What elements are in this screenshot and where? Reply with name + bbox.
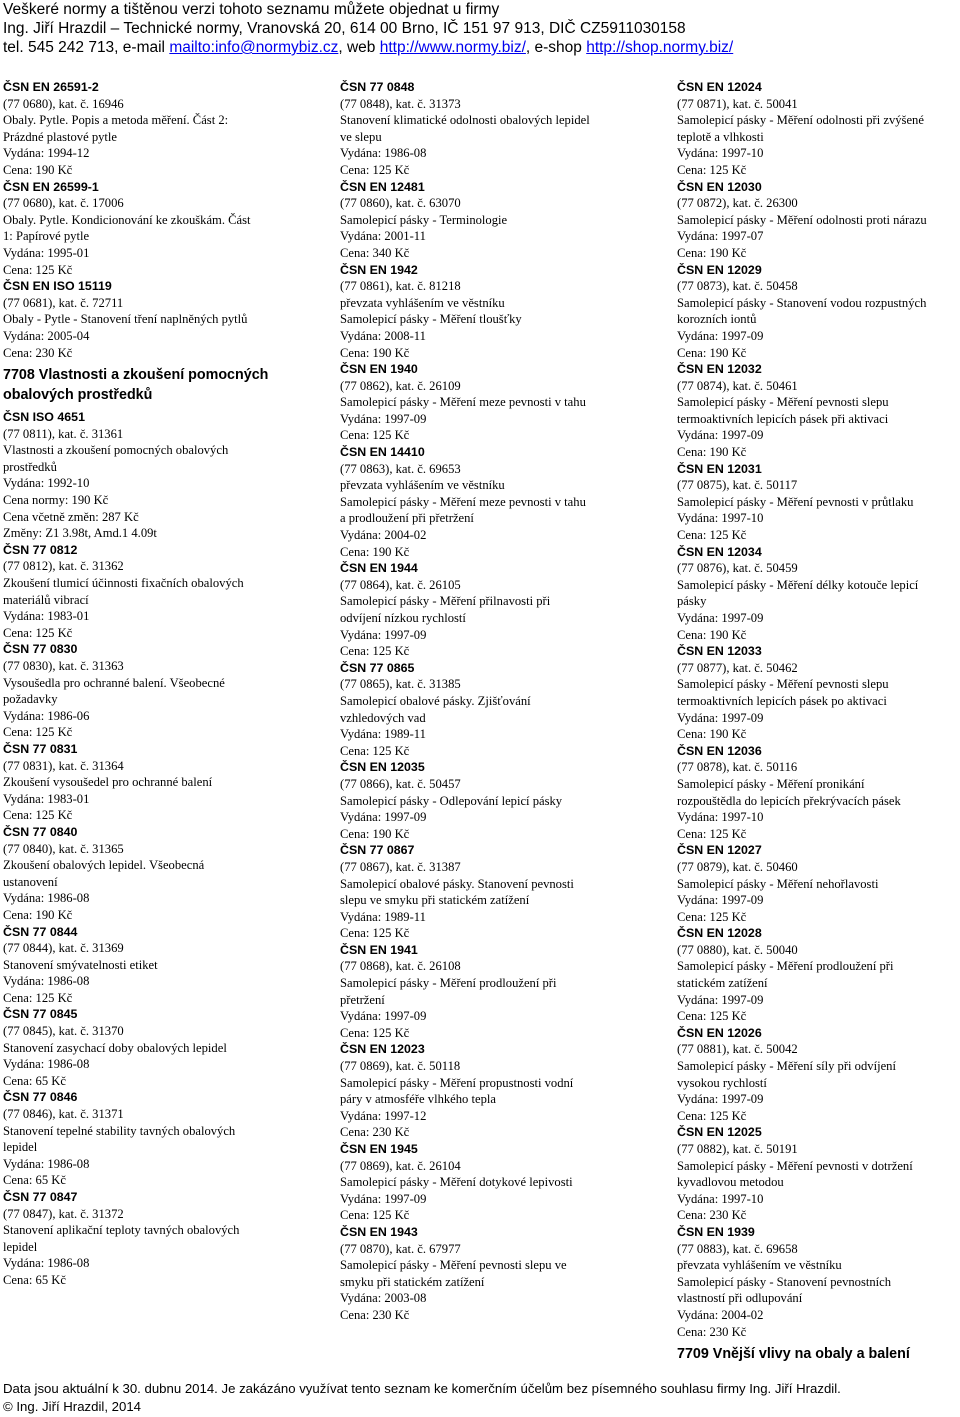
entry-line: Vydána: 1983-01 (3, 609, 90, 624)
entry-line: (77 0845), kat. č. 31370 (3, 1024, 124, 1039)
entry-line: (77 0871), kat. č. 50041 (677, 96, 798, 111)
entry-line: Vydána: 1997-09 (677, 893, 764, 908)
standard-entry (340, 660, 630, 760)
entry-line: Samolepicí pásky - Stanovení vodou rozpustných (677, 295, 927, 310)
entry-line: (77 0844), kat. č. 31369 (3, 941, 124, 956)
entry-line: Prázdné plastové pytle (3, 129, 118, 144)
entry-line: Cena: 230 Kč (3, 345, 73, 360)
standard-entry (340, 79, 630, 179)
standard-code: ČSN 77 0830 (3, 642, 78, 657)
entry-line: (77 0876), kat. č. 50459 (677, 561, 798, 576)
header-line-2: Ing. Jiří Hrazdil – Technické normy, Vranovská 20, 614 00 Brno, IČ 151 97 913, DIČ CZ5911030158 (3, 20, 686, 37)
entry-line: (77 0680), kat. č. 16946 (3, 96, 124, 111)
entry-line: Samolepicí pásky - Měření meze pevnosti v tahu (340, 494, 586, 509)
entry-line: Cena: 125 Kč (677, 909, 747, 924)
entry-line: Cena: 190 Kč (677, 727, 747, 742)
entry-line: Obaly - Pytle - Stanovení tření naplněných pytlů (3, 312, 248, 327)
standard-entry (677, 743, 960, 843)
entry-line: Cena normy: 190 Kč (3, 493, 109, 508)
entry-line: (77 0873), kat. č. 50458 (677, 279, 798, 294)
standard-code: ČSN EN 1940 (340, 362, 418, 377)
standard-entry (677, 361, 960, 461)
entry-line: Cena: 230 Kč (677, 1324, 747, 1339)
entry-line: Vydána: 1989-11 (340, 727, 426, 742)
standard-code: ČSN EN 12028 (677, 926, 762, 941)
entry-line: Stanovení aplikační teploty tavných obalových (3, 1223, 240, 1238)
entry-line: Samolepicí pásky - Odlepování lepicí pásky (340, 793, 563, 808)
web-link[interactable]: http://www.normy.biz/ (379, 39, 526, 56)
entry-line: Cena: 125 Kč (340, 428, 410, 443)
entry-line: Samolepicí obalové pásky. Stanovení pevnosti (340, 876, 574, 891)
shop-text: , e-shop (525, 39, 587, 56)
entry-line: lepidel (3, 1140, 38, 1155)
standard-entry (677, 262, 960, 362)
entry-line: Vydána: 1997-09 (677, 428, 764, 443)
standard-code: ČSN 77 0865 (340, 660, 415, 675)
entry-line: Stanovení smývatelnosti etiket (3, 957, 158, 972)
entry-line: (77 0865), kat. č. 31385 (340, 677, 461, 692)
entry-line: a prodloužení při přetržení (340, 511, 474, 526)
entry-line: Vydána: 1997-12 (340, 1108, 427, 1123)
standard-entry (3, 542, 293, 642)
entry-line: Cena: 125 Kč (677, 162, 747, 177)
standard-code: ČSN 77 0867 (340, 843, 415, 858)
standard-code: ČSN 77 0812 (3, 542, 78, 557)
entry-line: Cena: 125 Kč (340, 162, 410, 177)
entry-line: (77 0879), kat. č. 50460 (677, 859, 798, 874)
entry-line: Cena: 340 Kč (340, 245, 410, 260)
entry-line: Cena: 125 Kč (677, 1108, 747, 1123)
entry-line: Samolepicí pásky - Měření délky kotouče lepicí (677, 577, 919, 592)
standard-code: ČSN EN 14410 (340, 445, 425, 460)
standard-code: ČSN EN 1942 (340, 262, 418, 277)
entry-line: odvíjení nízkou rychlostí (340, 611, 466, 625)
entry-line: Vydána: 1986-08 (3, 1057, 90, 1072)
entry-line: (77 0883), kat. č. 69658 (677, 1241, 798, 1256)
entry-line: Cena: 190 Kč (3, 907, 73, 922)
standard-code: ČSN EN 12024 (677, 80, 762, 94)
entry-line: Samolepicí pásky - Měření pronikání (677, 776, 865, 791)
entry-line: pásky (677, 594, 707, 609)
entry-line: Cena: 190 Kč (677, 245, 747, 260)
page-footer (3, 1380, 958, 1415)
entry-line: (77 0680), kat. č. 17006 (3, 196, 124, 211)
standard-entry (3, 179, 293, 279)
entry-line: Cena: 125 Kč (3, 808, 73, 823)
entry-line: Vydána: 1992-10 (3, 476, 90, 491)
entry-line: Cena: 230 Kč (340, 1125, 410, 1140)
entry-line: (77 0840), kat. č. 31365 (3, 841, 124, 856)
entry-line: Vydána: 1986-08 (3, 1156, 90, 1171)
entry-line: (77 0869), kat. č. 26104 (340, 1158, 461, 1173)
entry-line: Samolepicí pásky - Stanovení pevnostních (677, 1274, 892, 1289)
standard-entry (3, 278, 293, 361)
entry-line: (77 0880), kat. č. 50040 (677, 942, 798, 957)
entry-line: termoaktivních lepicích pásek při aktivaci (677, 411, 889, 426)
entry-line: Vydána: 1997-10 (677, 1191, 764, 1206)
entry-line: (77 0830), kat. č. 31363 (3, 659, 124, 673)
entry-line: (77 0875), kat. č. 50117 (677, 478, 798, 493)
standard-code: ČSN EN 12032 (677, 362, 762, 377)
entry-line: převzata vyhlášením ve věstníku (340, 478, 505, 493)
entry-line: Samolepicí obalové pásky. Zjišťování (340, 693, 531, 708)
entry-line: Samolepicí pásky - Měření pevnosti slepu (677, 395, 889, 410)
entry-line: Cena: 125 Kč (677, 1009, 747, 1024)
entry-line: Vlastnosti a zkoušení pomocných obalových (3, 443, 229, 458)
standard-entry (340, 444, 630, 560)
entry-line: Cena: 125 Kč (3, 725, 73, 740)
entry-line: (77 0811), kat. č. 31361 (3, 426, 124, 441)
entry-line: Samolepicí pásky - Měření přilnavosti při (340, 594, 551, 609)
entry-line: Vydána: 1997-09 (677, 992, 764, 1007)
standard-entry (3, 741, 293, 824)
entry-line: převzata vyhlášením ve věstníku (340, 295, 505, 310)
standard-code: ČSN EN 1945 (340, 1142, 418, 1156)
entry-line: (77 0877), kat. č. 50462 (677, 660, 798, 675)
entry-line: Vydána: 1997-09 (340, 810, 427, 825)
standard-entry (340, 842, 630, 942)
entry-line: Vydána: 1997-09 (677, 710, 764, 725)
entry-line: Cena: 125 Kč (3, 625, 73, 640)
entry-line: Cena: 190 Kč (3, 162, 73, 177)
entry-line: (77 0869), kat. č. 50118 (340, 1059, 461, 1074)
section-heading: 7709 Vnější vlivy na obaly a balení (677, 1346, 910, 1363)
entry-line: (77 0812), kat. č. 31362 (3, 559, 124, 574)
entry-line: Vydána: 1997-09 (677, 1092, 764, 1107)
entry-line: Vydána: 1997-10 (677, 810, 764, 825)
standard-code: ČSN 77 0844 (3, 924, 78, 939)
entry-line: (77 0862), kat. č. 26109 (340, 378, 461, 393)
column-3 (677, 79, 960, 1368)
entry-line: Samolepicí pásky - Měření prodloužení při (677, 959, 894, 974)
entry-line: ustanovení (3, 874, 58, 889)
contact-text: tel. 545 242 713, e-mail (3, 39, 170, 56)
standard-code: ČSN EN 1941 (340, 942, 418, 957)
entry-line: Samolepicí pásky - Měření meze pevnosti v tahu (340, 395, 586, 410)
standard-code: ČSN EN 12023 (340, 1042, 425, 1057)
entry-line: rozpouštědla do lepicích překrývacích pásek (677, 793, 901, 808)
entry-line: Vydána: 1997-09 (340, 1191, 427, 1206)
standard-code: ČSN ISO 4651 (3, 410, 85, 425)
standard-entry (3, 1189, 293, 1289)
entry-line: (77 0831), kat. č. 31364 (3, 758, 124, 773)
column-2 (340, 79, 630, 1324)
standard-entry (340, 1041, 630, 1141)
entry-line: Samolepicí pásky - Měření propustnosti vodní (340, 1075, 574, 1090)
standard-entry (677, 1025, 960, 1125)
entry-line: Cena včetně změn: 287 Kč (3, 509, 139, 524)
entry-line: statickém zatížení (677, 976, 768, 991)
standard-code: ČSN EN 12031 (677, 461, 762, 476)
standard-code: ČSN 77 0840 (3, 824, 78, 839)
entry-line: Cena: 125 Kč (3, 990, 73, 1005)
entry-line: Vysoušedla pro ochranné balení. Všeobecné (3, 675, 225, 690)
entry-line: Cena: 65 Kč (3, 1073, 66, 1088)
entry-line: převzata vyhlášením ve věstníku (677, 1258, 842, 1273)
standard-code: ČSN EN 1944 (340, 561, 418, 576)
entry-line: přetržení (340, 992, 385, 1007)
standard-entry (340, 942, 630, 1042)
entry-line: Vydána: 1989-11 (340, 909, 426, 924)
standard-code: ČSN 77 0845 (3, 1007, 78, 1022)
web-text: , web (338, 39, 380, 56)
entry-line: Samolepicí pásky - Měření prodloužení při (340, 976, 557, 991)
standard-entry (3, 641, 293, 741)
entry-line: Vydána: 1997-10 (677, 511, 764, 526)
standard-entry (3, 79, 293, 179)
header-line-3 (3, 38, 958, 57)
entry-line: Vydána: 1997-10 (677, 146, 764, 161)
standard-entry (3, 1006, 293, 1089)
standard-entry (677, 842, 960, 925)
standard-code: ČSN EN 1939 (677, 1224, 755, 1239)
entry-line: (77 0848), kat. č. 31373 (340, 96, 461, 111)
entry-line: Cena: 230 Kč (340, 1307, 410, 1322)
entry-line: Cena: 65 Kč (3, 1173, 66, 1188)
standard-entry (3, 1089, 293, 1189)
standard-code: ČSN EN 26599-1 (3, 179, 99, 194)
entry-line: korozních iontů (677, 312, 757, 327)
entry-line: Vydána: 2005-04 (3, 328, 90, 343)
standard-code: ČSN EN 12034 (677, 544, 762, 559)
standard-entry (340, 1141, 630, 1224)
entry-line: Vydána: 2004-02 (677, 1307, 764, 1322)
entry-line: Vydána: 1997-09 (340, 627, 427, 642)
entry-line: (77 0872), kat. č. 26300 (677, 196, 798, 211)
page-header (3, 0, 958, 57)
entry-line: (77 0846), kat. č. 31371 (3, 1107, 124, 1122)
entry-line: Cena: 125 Kč (340, 1208, 410, 1223)
entry-line: (77 0878), kat. č. 50116 (677, 760, 798, 775)
entry-line: Vydána: 1986-06 (3, 708, 90, 723)
standard-code: ČSN 77 0846 (3, 1090, 78, 1105)
entry-line: vlastností při odlupování (677, 1291, 803, 1306)
entry-line: Samolepicí pásky - Terminologie (340, 212, 508, 227)
email-link[interactable]: mailto:info@normybiz.cz (169, 39, 339, 56)
entry-line: Vydána: 1986-08 (3, 891, 90, 906)
entry-line: (77 0881), kat. č. 50042 (677, 1042, 798, 1057)
standard-code: ČSN EN ISO 15119 (3, 279, 112, 294)
footer-copyright: © Ing. Jiří Hrazdil, 2014 (3, 1398, 141, 1414)
entry-line: Cena: 125 Kč (677, 826, 747, 841)
standard-entry (3, 824, 293, 924)
standard-entry (3, 924, 293, 1007)
entry-line: (77 0864), kat. č. 26105 (340, 577, 461, 592)
entry-line: Zkoušení obalových lepidel. Všeobecná (3, 858, 205, 873)
entry-line: Vydána: 2003-08 (340, 1291, 427, 1306)
standard-entry (340, 1224, 630, 1324)
entry-line: Obaly. Pytle. Popis a metoda měření. Část 2: (3, 113, 229, 128)
entry-line: (77 0870), kat. č. 67977 (340, 1241, 461, 1256)
standard-entry (677, 461, 960, 544)
entry-line: Samolepicí pásky - Měření odolnosti proti nárazu (677, 212, 927, 227)
entry-line: Stanovení zasychací doby obalových lepidel (3, 1040, 227, 1055)
entry-line: Vydána: 1997-09 (677, 328, 764, 343)
entry-line: Stanovení tepelné stability tavných obalových (3, 1123, 236, 1138)
entry-line: Cena: 190 Kč (677, 627, 747, 642)
entry-line: (77 0867), kat. č. 31387 (340, 859, 461, 874)
standard-code: ČSN EN 12027 (677, 843, 762, 858)
entry-line: Samolepicí pásky - Měření pevnosti v dotržení (677, 1158, 913, 1173)
entry-line: Vydána: 1997-07 (677, 229, 764, 244)
standard-entry (677, 1224, 960, 1340)
entry-line: Cena: 125 Kč (340, 743, 410, 758)
standard-code: ČSN 77 0831 (3, 741, 78, 756)
entry-line: (77 0866), kat. č. 50457 (340, 776, 461, 791)
entry-line: (77 0681), kat. č. 72711 (3, 295, 124, 310)
entry-line: (77 0863), kat. č. 69653 (340, 461, 461, 476)
entry-line: Samolepicí pásky - Měření pevnosti v průtlaku (677, 494, 914, 509)
standard-code: ČSN 77 0848 (340, 80, 415, 94)
standard-code: ČSN EN 1943 (340, 1224, 418, 1239)
standard-code: ČSN EN 12026 (677, 1025, 762, 1040)
standard-entry (677, 79, 960, 179)
standard-entry (677, 925, 960, 1025)
entry-line: Cena: 190 Kč (340, 826, 410, 841)
standard-entry (340, 361, 630, 444)
entry-line: Samolepicí pásky - Měření pevnosti slepu ve (340, 1258, 567, 1273)
entry-line: (77 0868), kat. č. 26108 (340, 959, 461, 974)
entry-line: Cena: 125 Kč (340, 926, 410, 941)
entry-line: Vydána: 1983-01 (3, 791, 90, 806)
standard-entry (340, 179, 630, 262)
standard-code: ČSN EN 12030 (677, 179, 762, 194)
entry-line: (77 0861), kat. č. 81218 (340, 279, 461, 294)
entry-line: Vydána: 1986-08 (3, 1256, 90, 1271)
entry-line: materiálů vibrací (3, 592, 89, 607)
entry-line: lepidel (3, 1239, 38, 1254)
header-line-1: Veškeré normy a tištěnou verzi tohoto seznamu můžete objednat u firmy (3, 1, 500, 18)
standard-code: ČSN EN 26591-2 (3, 80, 99, 94)
entry-line: (77 0860), kat. č. 63070 (340, 196, 461, 211)
entry-line: Stanovení klimatické odolnosti obalových lepidel (340, 113, 590, 128)
entry-line: teplotě a vlhkosti (677, 129, 764, 144)
entry-line: Cena: 125 Kč (677, 528, 747, 543)
entry-line: Vydána: 1997-09 (677, 611, 764, 625)
entry-line: Cena: 125 Kč (3, 262, 73, 277)
standard-entry (677, 1124, 960, 1224)
footer-notice: Data jsou aktuální k 30. dubnu 2014. Je zakázáno využívat tento seznam ke komerčním účelům bez písemného souhlasu firmy Ing. Jiří Hrazdil. (3, 1381, 841, 1396)
standard-code: ČSN EN 12035 (340, 760, 425, 775)
entry-line: Cena: 230 Kč (677, 1208, 747, 1223)
eshop-link[interactable]: http://shop.normy.biz/ (586, 39, 734, 56)
standard-entry (340, 759, 630, 842)
standard-code: ČSN 77 0847 (3, 1190, 78, 1204)
entry-line: smyku při statickém zatížení (340, 1274, 485, 1289)
entry-line: Změny: Z1 3.98t, Amd.1 4.09t (3, 526, 157, 541)
entry-line: Vydána: 1994-12 (3, 146, 90, 161)
entry-line: Zkoušení vysoušedel pro ochranné balení (3, 775, 213, 790)
entry-line: Vydána: 1995-01 (3, 245, 90, 260)
entry-line: slepu ve smyku při statickém zatížení (340, 893, 530, 908)
standard-entry (677, 643, 960, 743)
standard-entry (677, 179, 960, 262)
entry-line: 1: Papírové pytle (3, 229, 90, 244)
entry-line: požadavky (3, 692, 58, 707)
entry-line: (77 0874), kat. č. 50461 (677, 378, 798, 393)
entry-line: Vydána: 1986-08 (340, 146, 427, 161)
entry-line: Samolepicí pásky - Měření nehořlavosti (677, 876, 879, 891)
standard-entry (3, 409, 293, 542)
standard-entry (340, 560, 630, 660)
entry-line: páry v atmosféře vlhkého tepla (340, 1092, 496, 1107)
entry-line: (77 0882), kat. č. 50191 (677, 1142, 798, 1156)
entry-line: Cena: 190 Kč (340, 345, 410, 360)
column-1 (3, 79, 293, 1289)
entry-line: termoaktivních lepicích pásek po aktivaci (677, 693, 887, 708)
entry-line: Vydána: 2004-02 (340, 528, 427, 543)
entry-line: Samolepicí pásky - Měření odolnosti při zvýšené (677, 113, 924, 128)
section-heading: 7708 Vlastnosti a zkoušení pomocných obalových prostředků (3, 367, 269, 404)
entry-line: Cena: 125 Kč (340, 644, 410, 659)
entry-line: Samolepicí pásky - Měření dotykové lepivosti (340, 1175, 573, 1190)
entry-line: Cena: 190 Kč (677, 445, 747, 460)
entry-line: Zkoušení tlumicí účinnosti fixačních obalových (3, 576, 244, 591)
standard-code: ČSN EN 12025 (677, 1125, 762, 1140)
entry-line: prostředků (3, 459, 57, 474)
entry-line: Samolepicí pásky - Měření tloušťky (340, 312, 522, 327)
standard-code: ČSN EN 12029 (677, 262, 762, 277)
entry-line: Cena: 65 Kč (3, 1272, 66, 1287)
entry-line: (77 0847), kat. č. 31372 (3, 1206, 124, 1221)
entry-line: Samolepicí pásky - Měření pevnosti slepu (677, 677, 889, 692)
standard-entry (677, 544, 960, 644)
entry-line: Vydána: 1997-09 (340, 411, 427, 426)
entry-line: Vydána: 1986-08 (3, 974, 90, 989)
entry-line: Cena: 190 Kč (677, 345, 747, 360)
entry-line: Vydána: 1997-09 (340, 1009, 427, 1024)
entry-line: vzhledových vad (340, 710, 426, 725)
standard-code: ČSN EN 12036 (677, 743, 762, 758)
entry-line: Cena: 125 Kč (340, 1025, 410, 1040)
entry-line: Vydána: 2008-11 (340, 328, 426, 343)
standard-code: ČSN EN 12033 (677, 644, 762, 659)
standard-code: ČSN EN 12481 (340, 179, 425, 194)
entry-line: Cena: 190 Kč (340, 544, 410, 559)
standard-entry (340, 262, 630, 362)
entry-line: Vydána: 2001-11 (340, 229, 426, 244)
entry-line: ve slepu (340, 129, 382, 144)
entry-line: kyvadlovou metodou (677, 1175, 784, 1190)
entry-line: Obaly. Pytle. Kondicionování ke zkouškám. Část (3, 212, 251, 227)
entry-line: vysokou rychlostí (677, 1075, 767, 1090)
entry-line: Samolepicí pásky - Měření síly při odvíjení (677, 1059, 896, 1074)
